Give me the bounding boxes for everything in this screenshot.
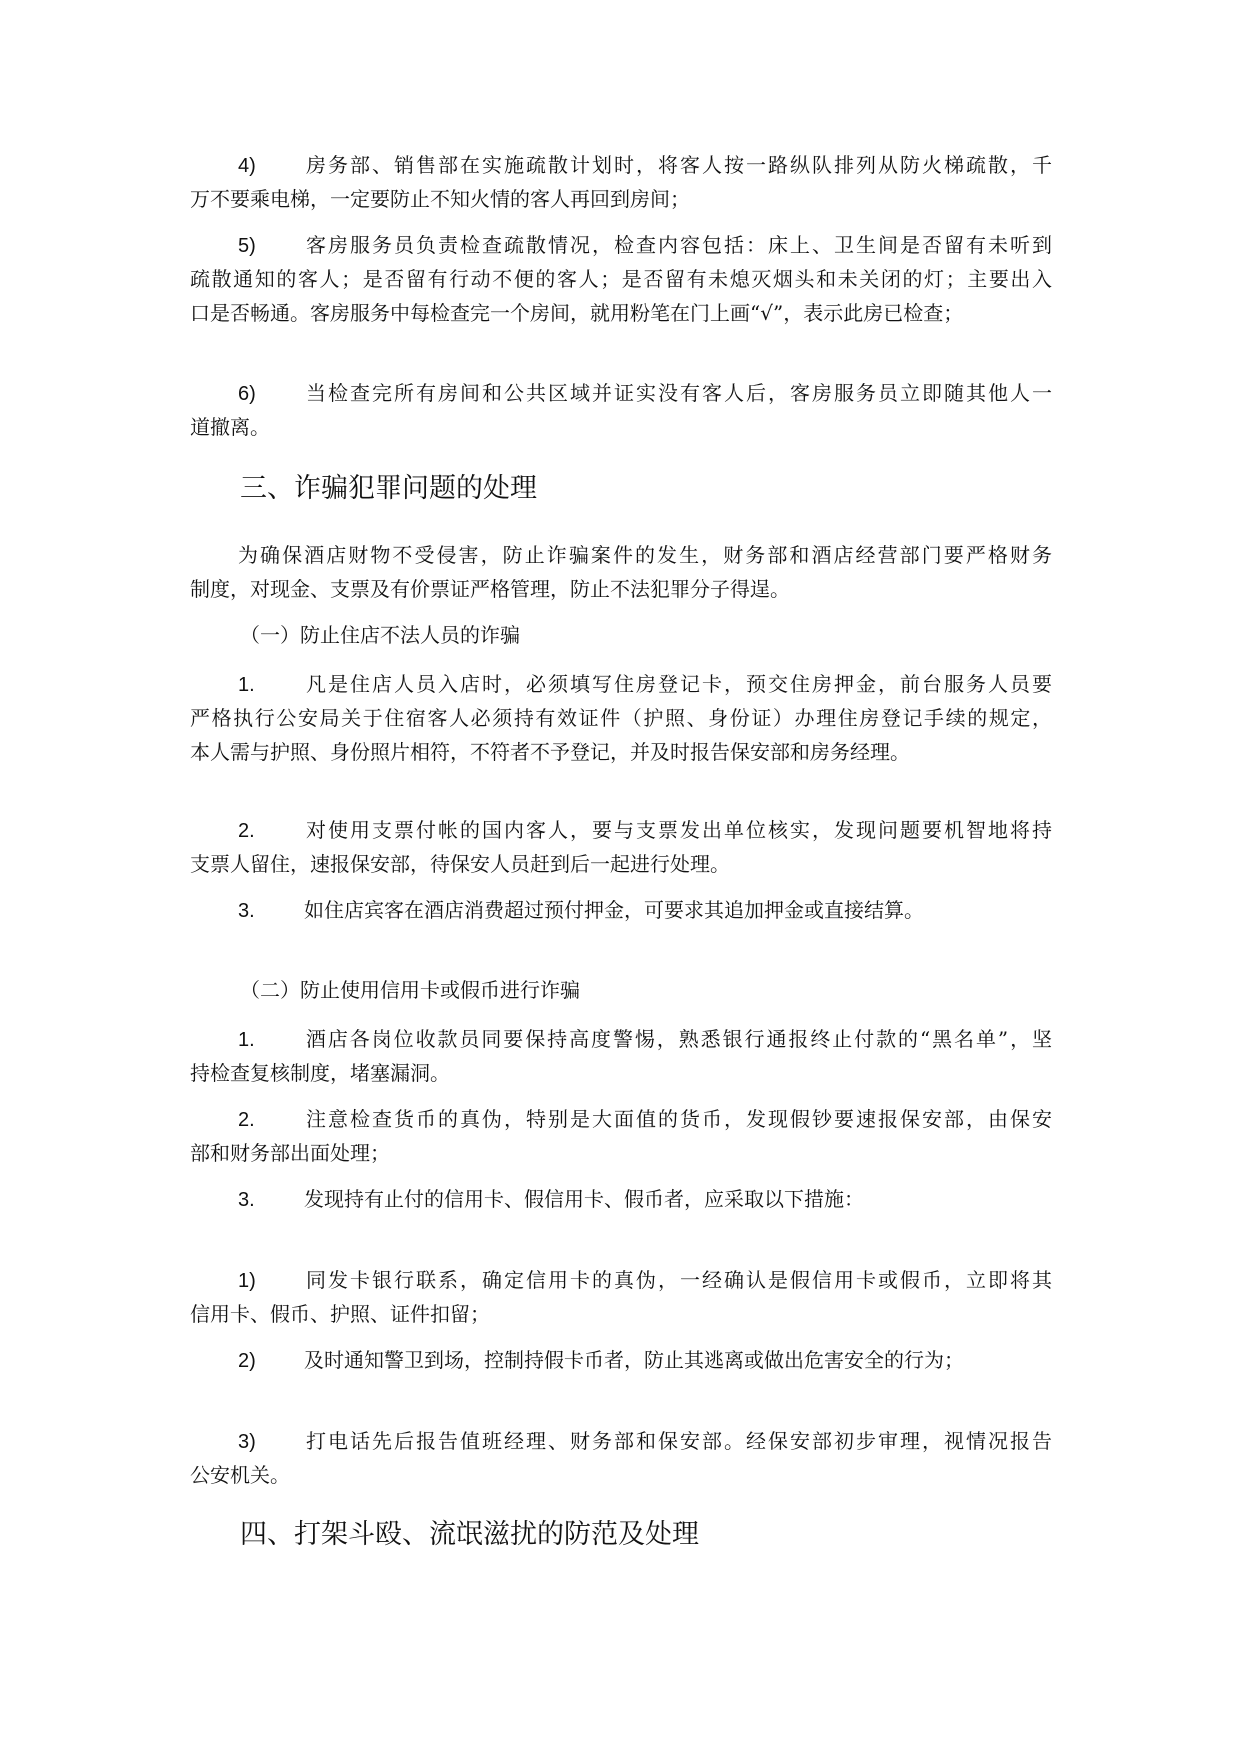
measure-1 <box>190 1263 1052 1331</box>
measure-3 <box>190 1424 1052 1492</box>
sub1-item-3 <box>190 893 1052 927</box>
item-text: 部和财务部出面处理； <box>190 1141 390 1165</box>
item-text: 对使用支票付帐的国内客人，要与支票发出单位核实，发现问题要机智地将持 <box>304 818 1052 842</box>
sub2-item-1 <box>190 1022 1052 1090</box>
item-text: 口是否畅通。客房服务中每检查完一个房间，就用粉笔在门上画“√”，表示此房已检查； <box>190 301 964 325</box>
item-number: 3. <box>238 900 255 922</box>
item-text: 公安机关。 <box>190 1463 290 1487</box>
item-text: 信用卡、假币、护照、证件扣留； <box>190 1302 490 1326</box>
item-number: 2. <box>238 820 255 842</box>
section-heading-4: 四、打架斗殴、流氓滋扰的防范及处理 <box>240 1519 699 1550</box>
item-text: 及时通知警卫到场，控制持假卡币者，防止其逃离或做出危害安全的行为； <box>304 1348 964 1372</box>
section3-intro <box>190 538 1052 606</box>
section-heading-3: 三、诈骗犯罪问题的处理 <box>240 473 537 504</box>
sub2-item-3 <box>190 1182 1052 1216</box>
item-number: 3. <box>238 1189 255 1211</box>
sub1-item-2 <box>190 813 1052 881</box>
item-text: 房务部、销售部在实施疏散计划时，将客人按一路纵队排列从防火梯疏散，千 <box>304 153 1052 177</box>
item-number: 2) <box>238 1350 256 1372</box>
item-text: 同发卡银行联系，确定信用卡的真伪，一经确认是假信用卡或假币，立即将其 <box>304 1268 1052 1292</box>
item-number: 2. <box>238 1109 255 1131</box>
sub2-item-2 <box>190 1102 1052 1170</box>
subsection-title-1: （一）防止住店不法人员的诈骗 <box>240 623 520 647</box>
item-text: 酒店各岗位收款员同要保持高度警惕，熟悉银行通报终止付款的“黑名单”，坚 <box>304 1027 1052 1051</box>
item-number: 6) <box>238 383 256 405</box>
evac-item-6 <box>190 376 1052 444</box>
item-text: 客房服务员负责检查疏散情况，检查内容包括：床上、卫生间是否留有未听到 <box>304 233 1052 257</box>
item-text: 如住店宾客在酒店消费超过预付押金，可要求其追加押金或直接结算。 <box>304 898 924 922</box>
item-number: 1) <box>238 1270 256 1292</box>
item-text: 道撤离。 <box>190 415 270 439</box>
subsection-title-2: （二）防止使用信用卡或假币进行诈骗 <box>240 978 580 1002</box>
evac-item-5 <box>190 228 1052 330</box>
item-number: 3) <box>238 1431 256 1453</box>
item-text: 打电话先后报告值班经理、财务部和保安部。经保安部初步审理，视情况报告 <box>304 1429 1052 1453</box>
item-number: 1. <box>238 1029 255 1051</box>
item-text: 万不要乘电梯，一定要防止不知火情的客人再回到房间； <box>190 187 690 211</box>
item-number: 5) <box>238 235 256 257</box>
item-text: 支票人留住，速报保安部，待保安人员赶到后一起进行处理。 <box>190 852 730 876</box>
paragraph-text: 制度，对现金、支票及有价票证严格管理，防止不法犯罪分子得逞。 <box>190 577 790 601</box>
item-text: 当检查完所有房间和公共区域并证实没有客人后，客房服务员立即随其他人一 <box>304 381 1052 405</box>
item-text: 注意检查货币的真伪，特别是大面值的货币，发现假钞要速报保安部，由保安 <box>304 1107 1052 1131</box>
sub1-item-1 <box>190 667 1052 769</box>
item-text: 疏散通知的客人；是否留有行动不便的客人；是否留有未熄灭烟头和未关闭的灯；主要出入 <box>190 267 1052 291</box>
item-text: 严格执行公安局关于住宿客人必须持有效证件（护照、身份证）办理住房登记手续的规定， <box>190 706 1052 730</box>
paragraph-text: 为确保酒店财物不受侵害，防止诈骗案件的发生，财务部和酒店经营部门要严格财务 <box>238 543 1052 567</box>
item-text: 本人需与护照、身份照片相符，不符者不予登记，并及时报告保安部和房务经理。 <box>190 740 910 764</box>
item-text: 持检查复核制度，堵塞漏洞。 <box>190 1061 450 1085</box>
measure-2 <box>190 1343 1052 1377</box>
item-text: 凡是住店人员入店时，必须填写住房登记卡，预交住房押金，前台服务人员要 <box>304 672 1052 696</box>
item-number: 1. <box>238 674 255 696</box>
item-text: 发现持有止付的信用卡、假信用卡、假币者，应采取以下措施： <box>304 1187 864 1211</box>
evac-item-4 <box>190 148 1052 216</box>
item-number: 4) <box>238 155 256 177</box>
